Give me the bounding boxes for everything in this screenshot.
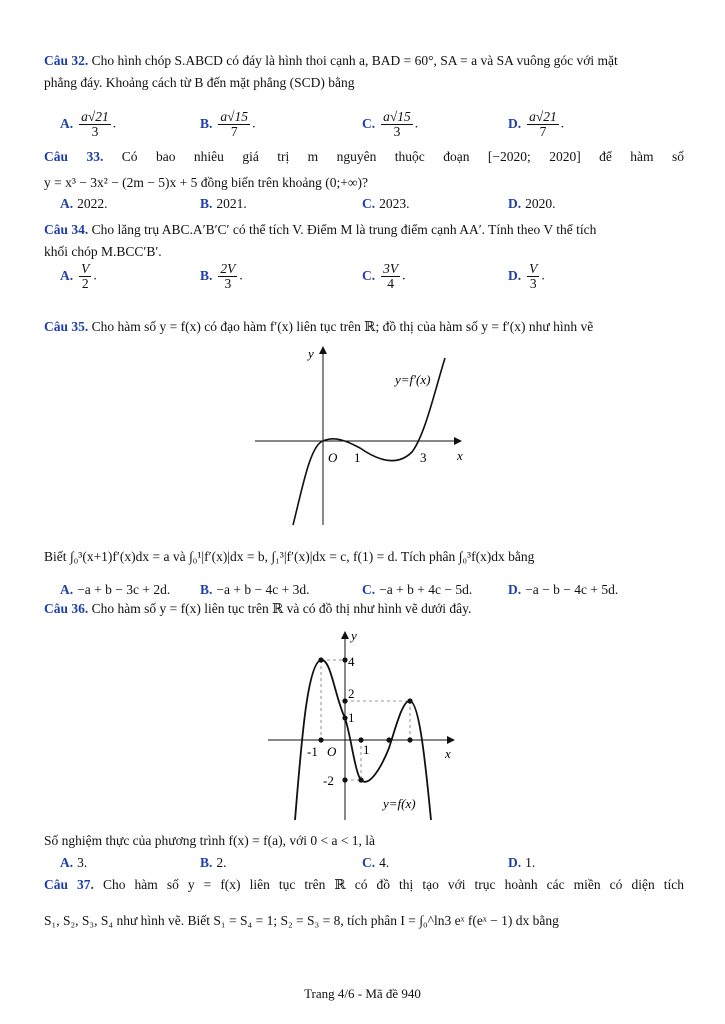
question-37	[44, 874, 684, 932]
question-36-text: Cho hàm số y = f(x) liên tục trên ℝ và có đồ thị như hình vẽ dưới đây.	[91, 601, 472, 616]
tick-1-label: 1	[354, 450, 361, 465]
question-37-line1	[44, 874, 684, 896]
option-33-b[interactable]: B. 2021.	[200, 196, 247, 211]
page-footer: Trang 4/6 - Mã đề 940	[304, 986, 421, 1001]
tick-minus1-label: -1	[307, 744, 318, 759]
question-33-text1: Có bao nhiêu giá trị m nguyên thuộc đoạn [−2020; 2020] để hàm số	[121, 149, 684, 164]
y-tick-4-label: 4	[348, 654, 355, 669]
option-35-b[interactable]: B. −a + b − 4c + 3d.	[200, 582, 310, 597]
option-36-c[interactable]: C. 4.	[362, 855, 390, 870]
tick-1-label: 1	[363, 742, 370, 757]
curve-label: y=f′(x)	[395, 372, 431, 387]
question-36-prompt: Số nghiệm thực của phương trình f(x) = f(a), với 0 < a < 1, là	[44, 833, 376, 848]
question-33-label: Câu 33.	[44, 149, 104, 164]
question-32-text2: phẳng đáy. Khoảng cách từ B đến mặt phẳng (SCD) bằng	[44, 75, 355, 90]
question-33	[44, 146, 684, 194]
question-36	[44, 598, 684, 620]
question-36-options	[60, 855, 700, 875]
option-36-b[interactable]: B. 2.	[200, 855, 227, 870]
option-33-d[interactable]: D. 2020.	[508, 196, 556, 211]
question-37-text1: Cho hàm số y = f(x) liên tục trên ℝ có đồ thị tạo với trục hoành các miền có diện tích	[102, 877, 684, 892]
guide-lines	[321, 660, 410, 780]
option-32-d[interactable]: D. $\frac{a√21}{7}$ .	[508, 109, 565, 139]
question-35	[44, 316, 684, 338]
option-32-b[interactable]: B. $\frac{a√15}{7}$ .	[200, 109, 256, 139]
question-34-label: Câu 34.	[44, 222, 89, 237]
option-35-a[interactable]: A. −a + b − 3c + 2d.	[60, 582, 171, 597]
option-34-d[interactable]: D. $\frac{V}{3}$ .	[508, 261, 545, 291]
question-32-label: Câu 32.	[44, 53, 89, 68]
curve-label: y=f(x)	[383, 796, 416, 811]
option-35-c[interactable]: C. −a + b + 4c − 5d.	[362, 582, 473, 597]
question-35-text: Cho hàm số y = f(x) có đạo hàm f′(x) liên tục trên ℝ; đồ thị của hàm số y = f′(x) như hình vẽ	[91, 319, 594, 334]
question-34-text1: Cho lăng trụ ABC.A′B′C′ có thể tích V. Điểm M là trung điểm cạnh AA′. Tính theo V thể tích	[91, 222, 597, 237]
x-axis-label: x	[445, 746, 451, 761]
x-axis-label: x	[457, 448, 463, 463]
question-32	[44, 50, 684, 94]
question-32-line1	[44, 50, 684, 72]
y-axis-label: y	[351, 628, 357, 643]
question-34-line1	[44, 219, 684, 241]
question-36-label: Câu 36.	[44, 601, 89, 616]
y-tick-1-label: 1	[348, 710, 355, 725]
y-axis-label: y	[308, 346, 314, 361]
origin-label: O	[328, 450, 338, 465]
question-35-label: Câu 35.	[44, 319, 89, 334]
y-tick-minus2-label: -2	[323, 773, 334, 788]
option-36-d[interactable]: D. 1.	[508, 855, 536, 870]
option-34-a[interactable]: A. $\frac{V}{2}$ .	[60, 261, 97, 291]
y-tick-2-label: 2	[348, 686, 355, 701]
question-34-options	[60, 258, 700, 298]
question-34	[44, 219, 684, 263]
question-33-options	[60, 196, 700, 216]
question-33-text2: y = x³ − 3x² − (2m − 5)x + 5 đồng biến trên khoảng (0;+∞)?	[44, 175, 368, 190]
option-34-b[interactable]: B. $\frac{2V}{3}$ .	[200, 261, 243, 291]
option-32-c[interactable]: C. $\frac{a√15}{3}$ .	[362, 109, 419, 139]
tick-3-label: 3	[420, 450, 427, 465]
question-37-text2: S₁, S₂, S₃, S₄ như hình vẽ. Biết S₁ = S₄ = 1; S₂ = S₃ = 8, tích phân I = ∫₀^ln3 eˣ f(eˣ − 1) dx bằng	[44, 913, 559, 928]
option-35-d[interactable]: D. −a − b − 4c + 5d.	[508, 582, 619, 597]
question-35-given: Biết ∫₀³(x+1)f′(x)dx = a và ∫₀¹|f′(x)|dx = b, ∫₁³|f′(x)|dx = c, f(1) = d. Tích phân ∫₀³f(x)dx bằng	[44, 549, 535, 564]
origin-label: O	[327, 744, 337, 759]
graph-f-prime	[250, 340, 470, 530]
question-32-text1: Cho hình chóp S.ABCD có đáy là hình thoi cạnh a, BAD = 60°, SA = a và SA vuông góc với mặt	[91, 53, 618, 68]
option-34-c[interactable]: C. $\frac{3V}{4}$ .	[362, 261, 406, 291]
question-34-text2: khối chóp M.BCC′B′.	[44, 244, 162, 259]
option-36-a[interactable]: A. 3.	[60, 855, 88, 870]
question-33-line1	[44, 146, 684, 168]
option-33-c[interactable]: C. 2023.	[362, 196, 410, 211]
option-33-a[interactable]: A. 2022.	[60, 196, 108, 211]
option-32-a[interactable]: A. $\frac{a√21}{3}$ .	[60, 109, 117, 139]
graph-f	[265, 628, 465, 823]
question-32-options	[60, 104, 700, 144]
question-37-label: Câu 37.	[44, 877, 94, 892]
